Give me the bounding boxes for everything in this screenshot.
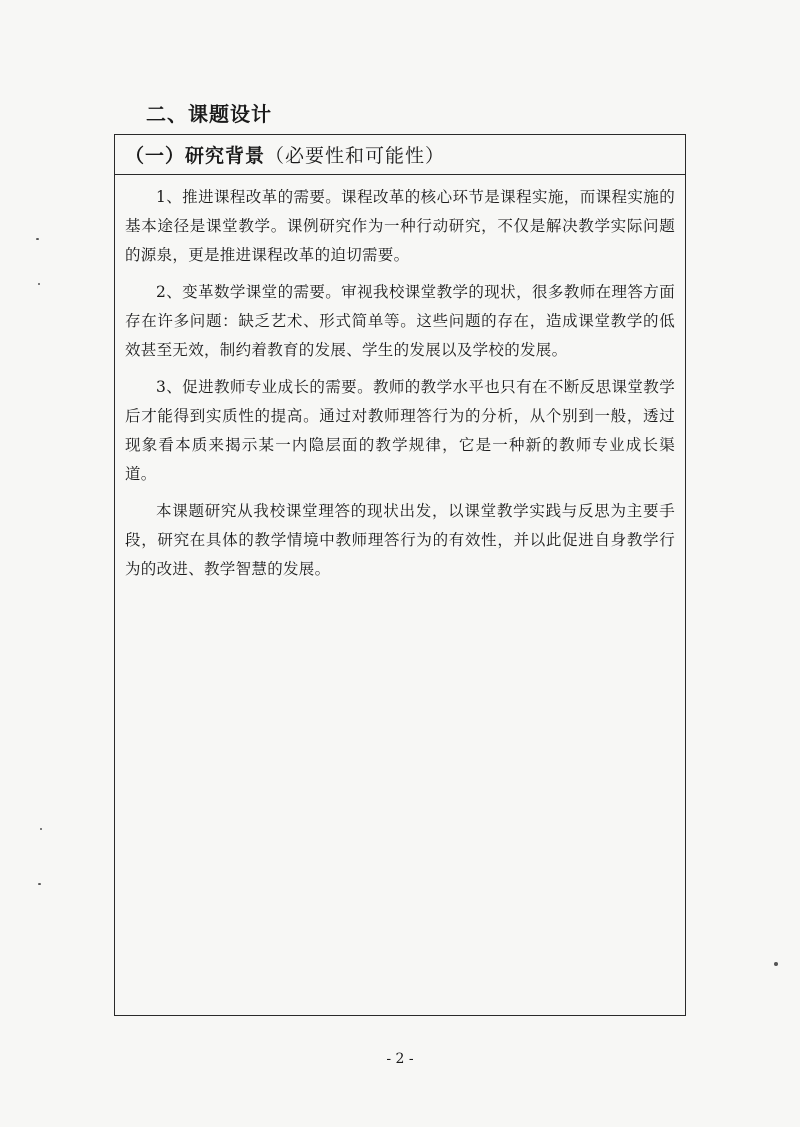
box-body: [115, 175, 685, 584]
box-header-subtitle: （必要性和可能性）: [265, 145, 446, 167]
scan-speck: [36, 238, 39, 240]
paragraph-4: 本课题研究从我校课堂理答的现状出发，以课堂教学实践与反思为主要手段，研究在具体的教学情境中教师理答行为的有效性，并以此促进自身教学行为的改进、教学智慧的发展。: [125, 502, 675, 578]
scan-speck: [774, 962, 778, 966]
paragraph-1: 1、推进课程改革的需要。课程改革的核心环节是课程实施，而课程实施的基本途径是课堂教学。课例研究作为一种行动研究，不仅是解决教学实际问题的源泉，更是推进课程改革的迫切需要。: [125, 188, 675, 264]
paragraph-3: 3、促进教师专业成长的需要。教师的教学水平也只有在不断反思课堂教学后才能得到实质性的提高。通过对教师理答行为的分析，从个别到一般，透过现象看本质来揭示某一内隐层面的教学规律，它是一种新的教师专业成长渠道。: [125, 378, 675, 483]
paragraph-2: 2、变革数学课堂的需要。审视我校课堂教学的现状，很多教师在理答方面存在许多问题：缺乏艺术、形式简单等。这些问题的存在，造成课堂教学的低效甚至无效，制约着教育的发展、学生的发展以及学校的发展。: [125, 283, 675, 359]
box-header-title: （一）研究背景: [125, 145, 266, 167]
page-number: - 2 -: [386, 1051, 414, 1067]
research-background-box: [114, 134, 686, 1016]
scan-speck: [38, 883, 41, 885]
section-heading: 二、课题设计: [146, 102, 272, 126]
box-header: [115, 135, 685, 175]
scan-speck: [38, 283, 40, 285]
scan-speck: [40, 828, 42, 830]
